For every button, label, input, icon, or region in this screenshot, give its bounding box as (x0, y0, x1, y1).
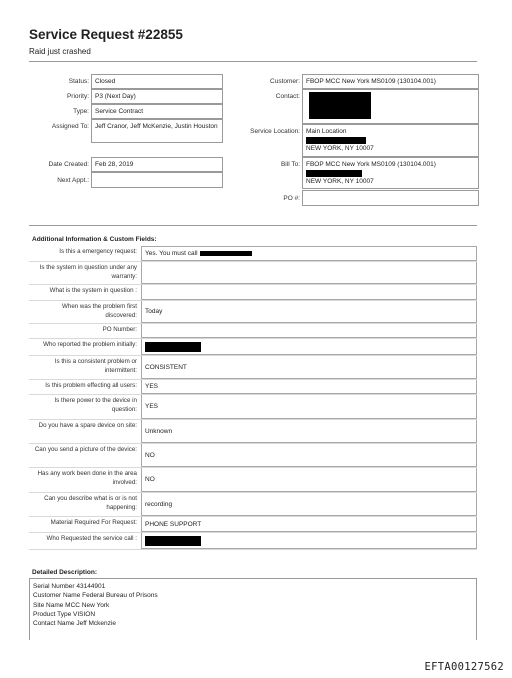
bill-to-name: FBOP MCC New York MS0109 (130104.001) (306, 161, 436, 168)
field-question: Has any work been done in the area involved: (37, 470, 137, 486)
bill-to-value (302, 157, 479, 189)
custom-fields-table (29, 246, 477, 550)
field-question: Can you describe what is or is not happening: (44, 495, 137, 511)
table-row (29, 262, 477, 285)
field-question: Who Requested the service call : (46, 535, 137, 542)
table-row (29, 380, 477, 395)
status-value: Closed (91, 74, 223, 89)
next-appt-value (91, 172, 223, 188)
service-location-label: Service Location: (250, 128, 300, 135)
table-row (29, 533, 477, 550)
priority-value: P3 (Next Day) (91, 89, 223, 104)
table-row (29, 395, 477, 420)
table-row (29, 285, 477, 301)
service-location-city: NEW YORK, NY 10007 (306, 145, 374, 152)
service-location-name: Main Location (306, 128, 347, 135)
table-row (29, 324, 477, 339)
contact-label: Contact: (275, 93, 300, 100)
description-line: Serial Number 43144901 (33, 583, 106, 590)
field-answer: YES (141, 380, 477, 394)
table-row (29, 493, 477, 517)
field-answer: recording (141, 493, 477, 516)
type-value: Service Contract (91, 104, 223, 119)
page-title: Service Request #22855 (29, 27, 183, 42)
redaction-block (145, 536, 201, 546)
redaction-block (306, 137, 366, 144)
field-question: Is the system in question under any warranty: (39, 264, 137, 280)
field-answer (141, 324, 477, 338)
table-row (29, 420, 477, 444)
description-line: Customer Name Federal Bureau of Prisons (33, 592, 158, 600)
field-answer: CONSISTENT (141, 356, 477, 379)
customer-label: Customer: (270, 78, 300, 85)
description-box (29, 578, 477, 640)
next-appt-label: Next Appt.: (57, 177, 89, 184)
bill-to-city: NEW YORK, NY 10007 (306, 178, 374, 185)
service-location-value (302, 124, 479, 157)
bill-to-label: Bill To: (280, 161, 300, 168)
field-answer: Today (141, 301, 477, 323)
field-answer: Unknown (141, 420, 477, 443)
priority-label: Priority: (66, 93, 89, 100)
table-row (29, 356, 477, 380)
table-row (29, 339, 477, 356)
redaction-block (200, 251, 252, 256)
field-answer: Yes. You must call (141, 246, 477, 261)
field-question: Is there power to the device in question: (54, 397, 137, 413)
field-question: What is the system in question : (49, 287, 137, 294)
date-created-value: Feb 28, 2019 (91, 157, 223, 172)
header-divider (29, 61, 477, 62)
document-id: EFTA00127562 (424, 661, 504, 673)
date-created-label: Date Created: (48, 161, 89, 168)
description-line: Site Name MCC New York (33, 601, 110, 609)
field-question: Is this a consistent problem or intermittent: (54, 358, 137, 374)
field-answer: NO (141, 444, 477, 467)
field-answer: YES (141, 395, 477, 419)
redaction-block (309, 92, 371, 119)
field-question: Who reported the problem initially: (43, 341, 137, 348)
customer-value: FBOP MCC New York MS0109 (130104.001) (302, 74, 479, 89)
field-question: Is this a emergency request: (59, 248, 137, 255)
description-heading: Detailed Description: (32, 569, 98, 576)
page-subtitle: Raid just crashed (29, 47, 91, 56)
field-answer (141, 262, 477, 284)
field-answer (141, 533, 477, 549)
redaction-block (145, 342, 201, 352)
table-row (29, 517, 477, 533)
assigned-value: Jeff Cranor, Jeff McKenzie, Justin Houston (91, 119, 223, 143)
redaction-block (306, 170, 362, 177)
table-row (29, 301, 477, 324)
table-row (29, 246, 477, 262)
field-answer: NO (141, 468, 477, 492)
field-question: Is this problem effecting all users: (45, 382, 137, 389)
section-divider (29, 225, 477, 226)
custom-fields-heading: Additional Information & Custom Fields: (32, 236, 157, 243)
field-answer: PHONE SUPPORT (141, 517, 477, 532)
po-label: PO #: (283, 195, 300, 202)
field-question: PO Number: (102, 326, 137, 333)
field-question: Do you have a spare device on site: (38, 422, 137, 429)
contact-value (302, 89, 479, 124)
description-line: Contact Name Jeff Mckenzie (33, 620, 116, 628)
type-label: Type: (73, 108, 89, 115)
field-question: Material Required For Request: (50, 519, 137, 526)
assigned-label: Assigned To: (51, 123, 89, 130)
field-answer (141, 339, 477, 355)
field-answer (141, 285, 477, 300)
field-question: When was the problem first discovered: (62, 303, 137, 319)
field-question: Can you send a picture of the device: (34, 446, 137, 453)
po-value (302, 190, 479, 206)
table-row (29, 444, 477, 468)
status-label: Status: (68, 78, 89, 85)
table-row (29, 468, 477, 493)
description-line: Product Type VISION (33, 610, 96, 618)
